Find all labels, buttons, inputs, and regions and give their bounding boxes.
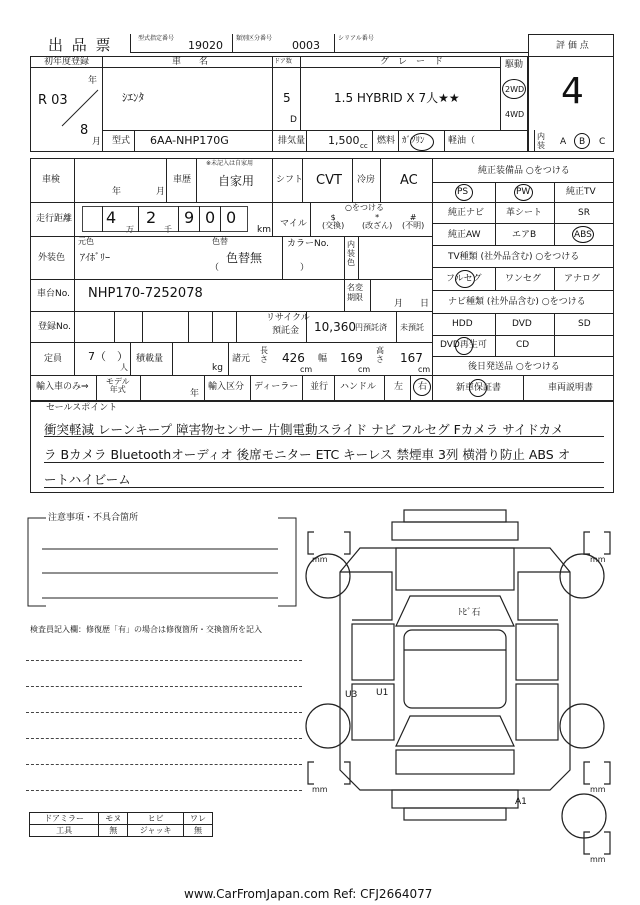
fuel-value: ｶﾞｿﾘﾝ xyxy=(402,136,425,146)
caution-box xyxy=(26,513,298,608)
svg-text:mm: mm xyxy=(590,855,606,864)
svg-text:mm: mm xyxy=(312,555,328,564)
drive-2wd: 2WD xyxy=(505,85,525,94)
car-name-label: 車 名 xyxy=(172,57,209,67)
grade-label: 評 価 点 xyxy=(556,41,589,51)
drive-2wd-circle xyxy=(502,79,526,99)
tv-fullseg: フルセグ xyxy=(446,274,482,284)
car-name-value: ｼｴﾝﾀ xyxy=(122,91,144,104)
grade-value: 4 xyxy=(561,71,584,112)
mileage-digit-2: 2 xyxy=(146,208,157,227)
damage-mark-stone: ﾄﾋﾞ石 xyxy=(458,608,481,618)
mileage-digit-4: 0 xyxy=(205,208,216,227)
svg-text:mm: mm xyxy=(590,785,606,794)
repaint-value: 色替無 xyxy=(226,251,263,265)
sales-label: セールスポイント xyxy=(46,403,118,413)
displacement: 1,500 xyxy=(328,134,360,147)
sales-points: 衝突軽減 レーンキープ 障害物センサー 片側電動スライド ナビ フルセグ Fカメラ サイドカメ ラ Bカメラ Bluetoothオーディオ 後席モニター ETC キーレス 禁煙車 3列 横滑り防止 ABS オ ートハイビーム xyxy=(44,422,571,487)
drive-4wd: 4WD xyxy=(505,110,525,119)
doc-warranty: 新車保証書 xyxy=(456,383,502,393)
damage-mark-a1: A1 xyxy=(515,797,527,807)
door-value: 5 xyxy=(283,91,291,105)
serial-label: シリアル番号 xyxy=(338,35,374,42)
svg-text:mm: mm xyxy=(590,555,606,564)
class-value: 0003 xyxy=(292,39,320,52)
svg-text:mm: mm xyxy=(312,785,328,794)
length-value: 426 xyxy=(282,351,305,365)
equip-abs: ABS xyxy=(574,230,592,240)
sheet-title: 出 品 票 xyxy=(48,36,113,54)
damage-mark-u1: U1 xyxy=(376,688,389,698)
type-value: 19020 xyxy=(188,39,223,52)
history-value: 自家用 xyxy=(218,174,255,188)
inspector-label: 検査員記入欄：修復歴「有」の場合は修復箇所・交換箇所を記入 xyxy=(30,625,262,634)
grade-text: 1.5 HYBRID X 7人★★ xyxy=(334,91,460,105)
width-value: 169 xyxy=(340,351,363,365)
capacity-value: 7（ ） xyxy=(88,350,128,363)
height-value: 167 xyxy=(400,351,423,365)
equip-ps: PS xyxy=(457,187,469,197)
footer-ref: www.CarFromJapan.com Ref: CFJ2664077 xyxy=(184,887,433,901)
shift-value: CVT xyxy=(316,173,342,188)
first-reg-label: 初年度登録 xyxy=(44,57,90,67)
check-table: ドアミラー モヌ ヒビ ワレ 工具 無 ジャッキ 無 xyxy=(29,812,213,837)
car-damage-diagram xyxy=(300,500,620,870)
mileage-digit-1: 4 xyxy=(106,208,117,227)
navi-dvd-play: DVD再生可 xyxy=(440,340,487,350)
class-label: 類別区分番号 xyxy=(236,35,273,42)
equip-pw: PW xyxy=(516,187,531,197)
grade-label-row: グ レ ー ド xyxy=(380,57,444,67)
orig-color: ｱｲﾎﾞﾘｰ xyxy=(80,253,110,264)
caution-label: 注意事項・不具合箇所 xyxy=(48,513,139,523)
damage-mark-u3: U3 xyxy=(345,690,358,700)
chassis-number: NHP170-7252078 xyxy=(88,286,203,301)
first-reg-month: 8 xyxy=(80,123,89,138)
type-label: 型式指定番号 xyxy=(138,35,175,42)
mileage-digit-3: 9 xyxy=(184,208,195,227)
mileage-digit-5: 0 xyxy=(226,208,237,227)
ac-value: AC xyxy=(400,173,418,188)
model-value: 6AA-NHP170G xyxy=(150,134,229,147)
first-reg-era: R 03 xyxy=(38,93,68,108)
recycle-value: 10,360 xyxy=(314,320,356,334)
